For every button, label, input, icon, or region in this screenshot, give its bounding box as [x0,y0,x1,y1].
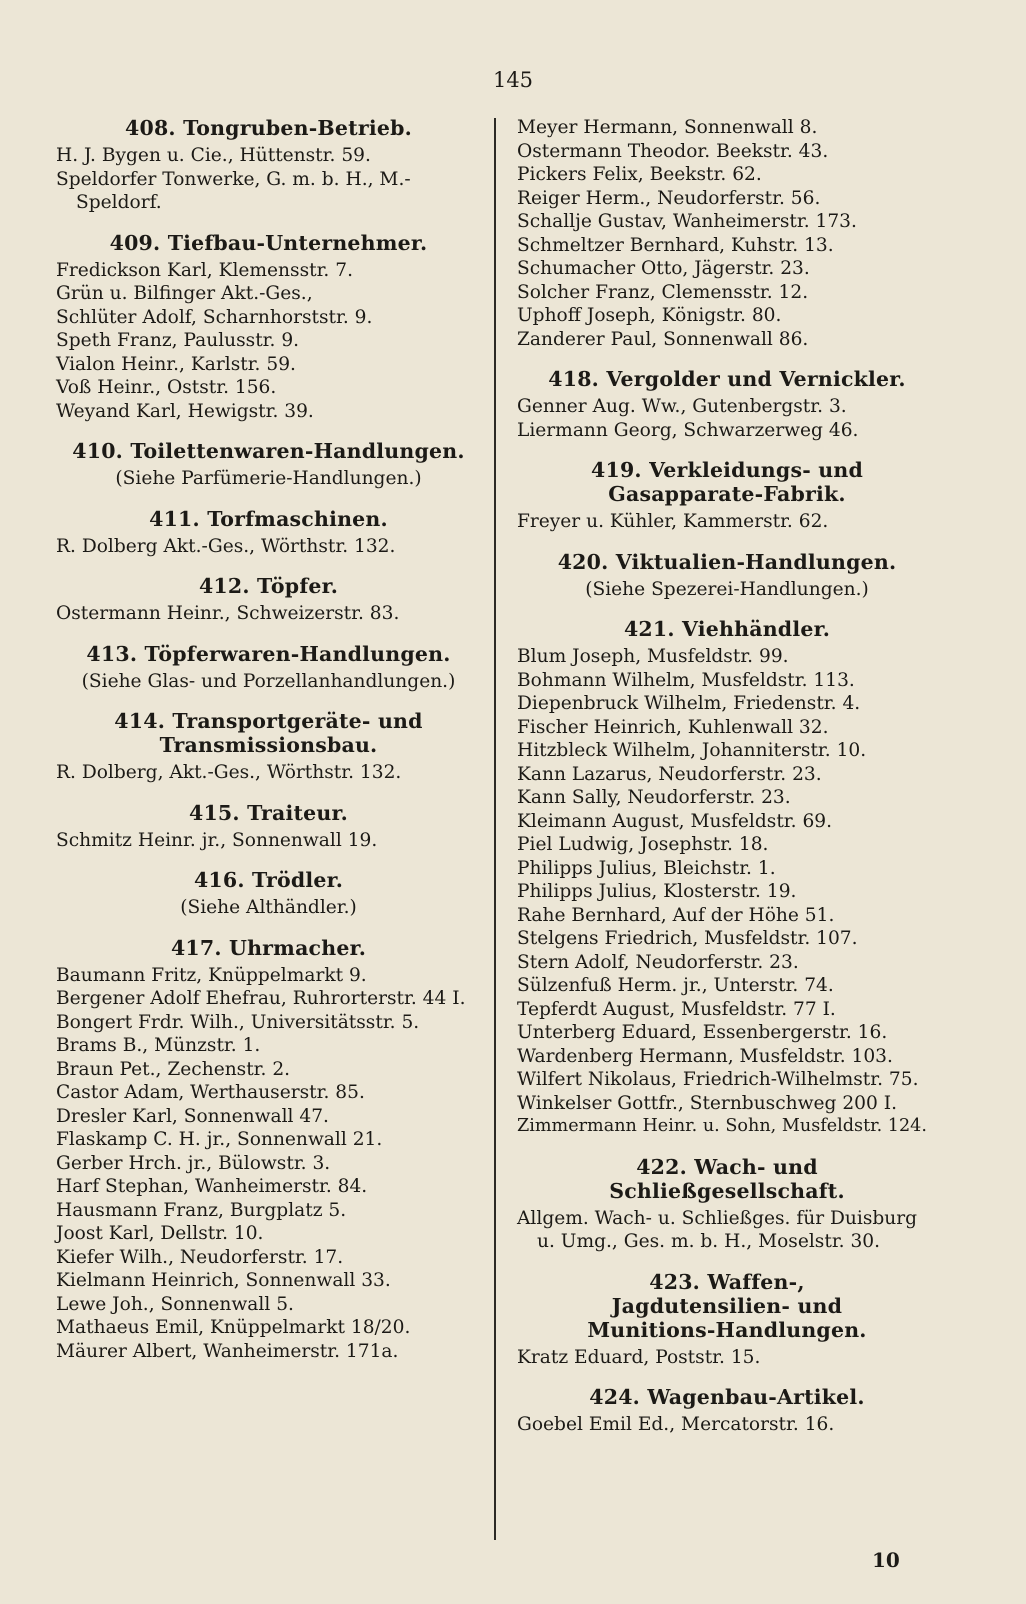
section-413 [56,642,481,694]
entry: Dresler Karl, Sonnenwall 47. [56,1105,329,1127]
signature-mark: 10 [872,1548,900,1572]
entry: Liermann Georg, Schwarzerweg 46. [517,419,859,441]
entry: Philipps Julius, Klosterstr. 19. [517,881,797,902]
entry: Kann Sally, Neudorferstr. 23. [517,787,791,808]
entry: Stelgens Friedrich, Musfeldstr. 107. [517,928,858,949]
section-410 [56,439,481,491]
section-422 [517,1155,937,1254]
entry: Harf Stephan, Wanheimerstr. 84. [56,1176,368,1197]
entry: Freyer u. Kühler, Kammerstr. 62. [517,511,829,532]
entry: Fischer Heinrich, Kuhlenwall 32. [517,716,829,738]
section-heading: 411. Torfmaschinen. [149,506,388,531]
entry: Kann Lazarus, Neudorferstr. 23. [517,763,822,785]
section-heading: 415. Traiteur. [189,800,348,825]
entry: Flaskamp C. H. jr., Sonnenwall 21. [56,1129,383,1150]
entry: Schallje Gustav, Wanheimerstr. 173. [517,211,857,232]
entry: Piel Ludwig, Josephstr. 18. [517,834,769,855]
entry: Speth Franz, Paulusstr. 9. [56,330,300,351]
left-column [56,116,481,1363]
see-reference: (Siehe Althändler.) [180,897,357,918]
entry: Grün u. Bilfinger Akt.-Ges., [56,283,313,304]
entry: Kleimann August, Musfeldstr. 69. [517,810,833,832]
section-411 [56,507,481,559]
entry: Baumann Fritz, Knüppelmarkt 9. [56,964,367,986]
entry: Reiger Herm., Neudorferstr. 56. [517,187,821,209]
entry: Schlüter Adolf, Scharnhorststr. 9. [56,306,373,328]
section-412 [56,574,481,626]
entry: R. Dolberg Akt.-Ges., Wörthstr. 132. [56,535,396,557]
section-heading: 413. Töpferwaren-Handlungen. [86,641,451,666]
entry: Weyand Karl, Hewigstr. 39. [56,400,314,422]
entry: Schmitz Heinr. jr., Sonnenwall 19. [56,829,378,851]
section-heading: 414. Transportgeräte- und Transmissionsbau. [114,709,423,757]
see-reference: (Siehe Parfümerie-Handlungen.) [115,468,422,489]
entry: Rahe Bernhard, Auf der Höhe 51. [517,904,835,926]
entry: Uphoff Joseph, Königstr. 80. [517,305,782,326]
entry: Schumacher Otto, Jägerstr. 23. [517,258,810,279]
entry: Bohmann Wilhelm, Musfeldstr. 113. [517,669,855,691]
entry: Mathaeus Emil, Knüppelmarkt 18/20. [56,1317,411,1338]
entry: Ostermann Heinr., Schweizerstr. 83. [56,603,400,624]
entry: Genner Aug. Ww., Gutenbergstr. 3. [517,396,847,417]
entry: Ostermann Theodor. Beekstr. 43. [517,140,829,162]
section-heading: 409. Tiefbau-Unternehmer. [109,230,428,255]
section-heading: 420. Viktualien-Handlungen. [557,549,897,574]
column-divider [494,118,496,1540]
entry: Schmeltzer Bernhard, Kuhstr. 13. [517,234,834,256]
entry: Solcher Franz, Clemensstr. 12. [517,281,809,303]
section-heading: 421. Viehhändler. [623,617,831,641]
entry: R. Dolberg, Akt.-Ges., Wörthstr. 132. [56,762,402,783]
section-409 [56,231,481,424]
section-heading: 417. Uhrmacher. [170,935,367,960]
section-420 [517,550,937,602]
entry: Gerber Hrch. jr., Bülowstr. 3. [56,1152,331,1174]
section-418 [517,367,937,442]
section-421 [517,617,937,1139]
section-408 [56,116,481,215]
section-415 [56,801,481,853]
section-heading: 418. Vergolder und Vernickler. [548,367,906,391]
see-reference: (Siehe Spezerei-Handlungen.) [585,578,869,600]
entry: Bongert Frdr. Wilh., Universitätsstr. 5. [56,1011,420,1033]
section-419 [517,458,937,534]
section-heading: 410. Toilettenwaren-Handlungen. [72,439,465,463]
entry: Allgem. Wach- u. Schließges. für Duisburg u. Umg., Ges. m. b. H., Moselstr. 30. [517,1207,918,1252]
entry: Hausmann Franz, Burgplatz 5. [56,1199,347,1221]
see-reference: (Siehe Glas- und Porzellanhandlungen.) [81,670,456,692]
entry: Stern Adolf, Neudorferstr. 23. [517,951,799,973]
entry: Lewe Joh., Sonnenwall 5. [56,1293,294,1315]
entry: Pickers Felix, Beekstr. 62. [517,164,762,185]
entry: Joost Karl, Dellstr. 10. [56,1223,264,1244]
entry: Blum Joseph, Musfeldstr. 99. [517,646,789,667]
entry: Zanderer Paul, Sonnenwall 86. [517,328,809,350]
entry: Speldorfer Tonwerke, G. m. b. H., M.-Speldorf. [56,168,411,213]
entry: Tepferdt August, Musfeldstr. 77 I. [517,998,836,1020]
entry: Wilfert Nikolaus, Friedrich-Wilhelmstr. 75. [517,1069,919,1090]
entry: Unterberg Eduard, Essenbergerstr. 16. [517,1022,888,1043]
section-423 [517,1270,937,1370]
section-heading: 412. Töpfer. [198,574,339,598]
section-heading: 422. Wach- und Schließgesellschaft. [609,1154,845,1203]
entry: Wardenberg Hermann, Musfeldstr. 103. [517,1045,893,1067]
entry: Goebel Emil Ed., Mercatorstr. 16. [517,1414,835,1435]
section-heading: 416. Trödler. [193,868,344,892]
entry: Philipps Julius, Bleichstr. 1. [517,857,776,879]
entry: Winkelser Gottfr., Sternbuschweg 200 I. [517,1092,897,1114]
entry: Zimmermann Heinr. u. Sohn, Musfeldstr. 124. [517,1116,927,1136]
entry: Brams B., Münzstr. 1. [56,1035,261,1056]
entry: Castor Adam, Werthauserstr. 85. [56,1082,365,1103]
entry: Kratz Eduard, Poststr. 15. [517,1346,761,1368]
entry: Meyer Hermann, Sonnenwall 8. [517,117,818,138]
page-number: 145 [492,68,534,92]
section-424 [517,1385,937,1437]
entry: Hitzbleck Wilhelm, Johanniterstr. 10. [517,740,867,761]
entry: Fredickson Karl, Klemensstr. 7. [56,259,353,281]
entry: Mäurer Albert, Wanheimerstr. 171a. [56,1340,399,1362]
section-414 [56,709,481,785]
section-416 [56,868,481,920]
entry: Voß Heinr., Oststr. 156. [56,377,277,398]
right-column [517,116,937,1437]
entry: Vialon Heinr., Karlstr. 59. [56,353,296,375]
entry: Diepenbruck Wilhelm, Friedenstr. 4. [517,693,861,714]
entry: Bergener Adolf Ehefrau, Ruhrorterstr. 44 I. [56,988,466,1009]
section-heading: 424. Wagenbau-Artikel. [589,1385,865,1409]
section-heading: 423. Waffen-, Jagdutensilien- und Munitions-Handlungen. [587,1269,867,1342]
entry: Kielmann Heinrich, Sonnenwall 33. [56,1270,391,1291]
entry: Kiefer Wilh., Neudorferstr. 17. [56,1246,344,1268]
entry: Braun Pet., Zechenstr. 2. [56,1058,291,1080]
section-417 [56,936,481,1364]
section-heading: 419. Verkleidungs- und Gasapparate-Fabrik. [591,458,863,506]
entry: H. J. Bygen u. Cie., Hüttenstr. 59. [56,145,371,166]
entry: Sülzenfuß Herm. jr., Unterstr. 74. [517,975,834,996]
section-417-continued [517,116,937,351]
section-heading: 408. Tongruben-Betrieb. [125,116,412,140]
